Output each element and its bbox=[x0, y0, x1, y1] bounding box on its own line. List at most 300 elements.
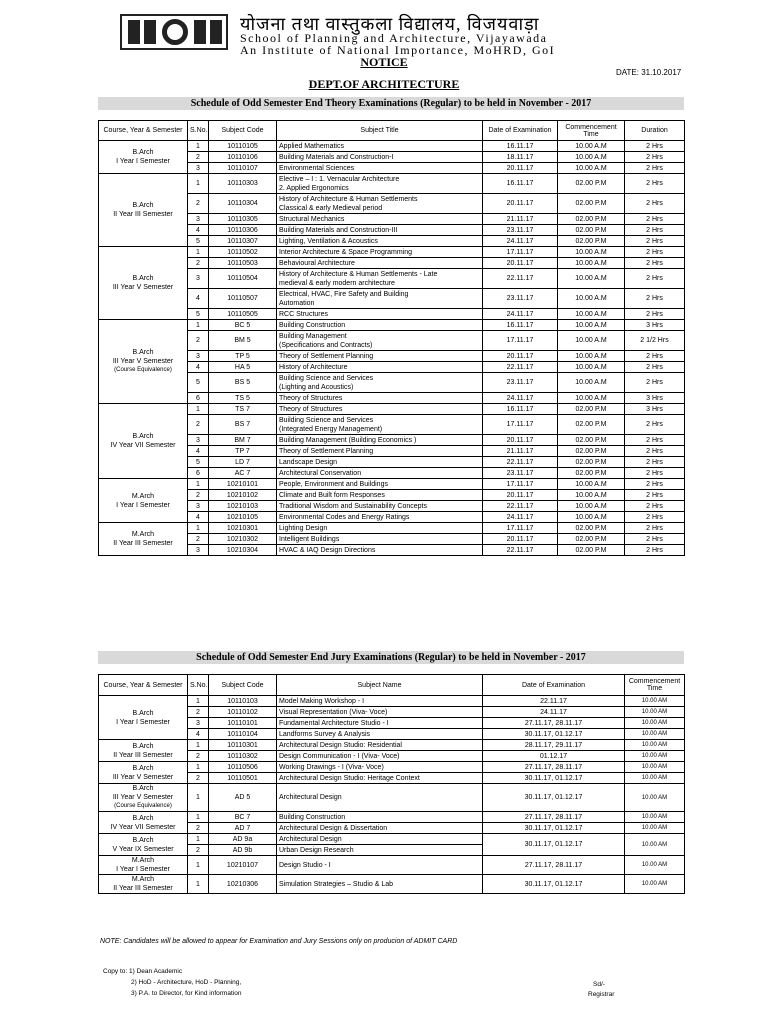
sno-cell: 5 bbox=[188, 457, 209, 468]
commencement-time-cell: 10.00 AM bbox=[625, 696, 685, 707]
exam-date-cell: 30.11.17, 01.12.17 bbox=[483, 729, 625, 740]
exam-date-cell: 22.11.17 bbox=[483, 545, 558, 556]
subject-title-cell: Elective – I : 1. Vernacular Architecture 2. Applied Ergonomics bbox=[277, 174, 483, 194]
subject-title-cell: Electrical, HVAC, Fire Safety and Building Automation bbox=[277, 289, 483, 309]
subject-title-cell: History of Architecture bbox=[277, 362, 483, 373]
institute-name-english: School of Planning and Architecture, Vijayawada bbox=[240, 31, 548, 45]
commencement-time-cell: 10.00 AM bbox=[625, 762, 685, 773]
course-label-line: M.Arch bbox=[131, 492, 155, 500]
exam-date-cell: 28.11.17, 29.11.17 bbox=[483, 740, 625, 751]
header-subject-code: Subject Code bbox=[209, 675, 277, 696]
subject-code-cell: 10110104 bbox=[209, 729, 277, 740]
table-row bbox=[99, 834, 685, 845]
course-label-line: I Year I Semester bbox=[116, 718, 170, 726]
header-time: Commencement Time bbox=[625, 675, 685, 696]
course-label-line: II Year III Semester bbox=[113, 211, 173, 218]
course-label-line: III Year V Semester bbox=[112, 773, 174, 781]
copy-to-line-1: Copy to: 1) Dean Academic bbox=[103, 968, 183, 975]
theory-header-row bbox=[99, 121, 685, 141]
subject-code-cell: TP 5 bbox=[209, 351, 277, 362]
sno-cell: 2 bbox=[188, 331, 209, 351]
header-date: Date of Examination bbox=[483, 121, 558, 141]
header-subject-title: Subject Title bbox=[277, 121, 483, 141]
course-label-line: I Year I Semester bbox=[116, 158, 170, 165]
commencement-time-cell: 02.00 P.M bbox=[558, 446, 625, 457]
subject-title-cell: Architectural Conservation bbox=[277, 468, 483, 479]
commencement-time-cell: 10.00 A.M bbox=[558, 490, 625, 501]
course-label-line: M.Arch bbox=[131, 876, 155, 883]
subject-code-cell: 10110304 bbox=[209, 194, 277, 214]
course-label-line: B.Arch bbox=[132, 785, 154, 792]
duration-cell: 2 Hrs bbox=[625, 490, 685, 501]
duration-cell: 2 Hrs bbox=[625, 269, 685, 289]
subject-code-cell: 10210107 bbox=[209, 856, 277, 875]
sno-cell: 5 bbox=[188, 373, 209, 393]
commencement-time-cell: 02.00 P.M bbox=[558, 236, 625, 247]
course-year-semester-cell bbox=[99, 523, 188, 556]
table-row bbox=[99, 247, 685, 258]
sno-cell: 2 bbox=[188, 845, 209, 856]
subject-name-cell: Fundamental Architecture Studio - I bbox=[277, 718, 483, 729]
subject-code-cell: BC 7 bbox=[209, 812, 277, 823]
course-label-line: III Year V Semester bbox=[112, 794, 174, 801]
exam-date-cell: 27.11.17, 28.11.17 bbox=[483, 812, 625, 823]
duration-cell: 2 Hrs bbox=[625, 468, 685, 479]
commencement-time-cell: 10.00 AM bbox=[625, 856, 685, 875]
course-year-semester-cell bbox=[99, 784, 188, 812]
institute-logo bbox=[120, 14, 228, 50]
exam-date-cell: 30.11.17, 01.12.17 bbox=[483, 875, 625, 894]
commencement-time-cell: 02.00 P.M bbox=[558, 404, 625, 415]
duration-cell: 2 Hrs bbox=[625, 141, 685, 152]
subject-code-cell: 10110506 bbox=[209, 762, 277, 773]
table-row bbox=[99, 174, 685, 194]
course-label-line: M.Arch bbox=[131, 857, 155, 864]
subject-code-cell: AD 5 bbox=[209, 784, 277, 812]
subject-code-cell: 10110103 bbox=[209, 696, 277, 707]
exam-date-cell: 20.11.17 bbox=[483, 351, 558, 362]
commencement-time-cell: 10.00 A.M bbox=[558, 309, 625, 320]
institute-tagline: An Institute of National Importance, MoHRD, GoI bbox=[240, 43, 556, 57]
exam-date-cell: 17.11.17 bbox=[483, 247, 558, 258]
subject-code-cell: 10110105 bbox=[209, 141, 277, 152]
course-label-line: II Year III Semester bbox=[113, 751, 173, 759]
subject-title-cell: Behavioural Architecture bbox=[277, 258, 483, 269]
course-label-line: V Year IX Semester bbox=[112, 845, 174, 853]
subject-code-cell: 10110507 bbox=[209, 289, 277, 309]
subject-code-cell: AC 7 bbox=[209, 468, 277, 479]
department-title: DEPT.OF ARCHITECTURE bbox=[308, 77, 460, 91]
commencement-time-cell: 02.00 P.M bbox=[558, 225, 625, 236]
exam-date-cell: 17.11.17 bbox=[483, 479, 558, 490]
sno-cell: 2 bbox=[188, 707, 209, 718]
subject-code-cell: AD 9a bbox=[209, 834, 277, 845]
subject-code-cell: 10110102 bbox=[209, 707, 277, 718]
commencement-time-cell: 10.00 AM bbox=[625, 707, 685, 718]
course-label-line: B.Arch bbox=[132, 814, 154, 822]
commencement-time-cell: 10.00 A.M bbox=[558, 373, 625, 393]
sno-cell: 1 bbox=[188, 784, 209, 812]
subject-code-cell: HA 5 bbox=[209, 362, 277, 373]
exam-date-cell: 24.11.17 bbox=[483, 393, 558, 404]
subject-name-cell: Model Making Workshop - I bbox=[277, 696, 483, 707]
exam-date-cell: 20.11.17 bbox=[483, 163, 558, 174]
subject-title-cell: RCC Structures bbox=[277, 309, 483, 320]
course-label-line: III Year V Semester bbox=[112, 358, 174, 365]
exam-date-cell: 20.11.17 bbox=[483, 194, 558, 214]
subject-title-cell: Building Science and Services (Integrated Energy Management) bbox=[277, 415, 483, 435]
sno-cell: 4 bbox=[188, 362, 209, 373]
subject-name-cell: Architectural Design Studio: Heritage Context bbox=[277, 773, 483, 784]
subject-code-cell: 10210306 bbox=[209, 875, 277, 894]
sno-cell: 2 bbox=[188, 534, 209, 545]
commencement-time-cell: 10.00 AM bbox=[625, 875, 685, 894]
exam-date-cell: 21.11.17 bbox=[483, 446, 558, 457]
exam-date-cell: 23.11.17 bbox=[483, 289, 558, 309]
sno-cell: 4 bbox=[188, 512, 209, 523]
sno-cell: 3 bbox=[188, 163, 209, 174]
commencement-time-cell: 10.00 AM bbox=[625, 812, 685, 823]
header-time: Commencement Time bbox=[558, 121, 625, 141]
course-year-semester-cell bbox=[99, 247, 188, 320]
table-row bbox=[99, 812, 685, 823]
duration-cell: 2 Hrs bbox=[625, 236, 685, 247]
sno-cell: 1 bbox=[188, 141, 209, 152]
commencement-time-cell: 10.00 A.M bbox=[558, 269, 625, 289]
sno-cell: 4 bbox=[188, 225, 209, 236]
notice-title: NOTICE bbox=[360, 55, 408, 69]
subject-code-cell: TP 7 bbox=[209, 446, 277, 457]
subject-title-cell: Structural Mechanics bbox=[277, 214, 483, 225]
commencement-time-cell: 10.00 AM bbox=[625, 718, 685, 729]
header-sno: S.No. bbox=[188, 121, 209, 141]
duration-cell: 2 Hrs bbox=[625, 174, 685, 194]
sno-cell: 1 bbox=[188, 523, 209, 534]
duration-cell: 2 Hrs bbox=[625, 501, 685, 512]
commencement-time-cell: 10.00 A.M bbox=[558, 258, 625, 269]
course-year-semester-cell bbox=[99, 762, 188, 784]
duration-cell: 2 Hrs bbox=[625, 415, 685, 435]
header-course: Course, Year & Semester bbox=[99, 675, 188, 696]
subject-title-cell: Theory of Structures bbox=[277, 393, 483, 404]
duration-cell: 2 Hrs bbox=[625, 194, 685, 214]
subject-title-cell: Traditional Wisdom and Sustainability Concepts bbox=[277, 501, 483, 512]
course-label-line: (Course Equivalence) bbox=[114, 367, 172, 373]
copy-to-line-3: 3) P.A. to Director, for Kind information bbox=[131, 990, 242, 997]
subject-title-cell: Lighting, Ventilation & Acoustics bbox=[277, 236, 483, 247]
logo-bar-right-inner bbox=[194, 20, 206, 44]
subject-code-cell: 10210304 bbox=[209, 545, 277, 556]
sno-cell: 4 bbox=[188, 729, 209, 740]
commencement-time-cell: 02.00 P.M bbox=[558, 174, 625, 194]
course-label-line: II Year III Semester bbox=[113, 540, 173, 547]
subject-title-cell: People, Environment and Buildings bbox=[277, 479, 483, 490]
sno-cell: 2 bbox=[188, 490, 209, 501]
subject-title-cell: Theory of Settlement Planning bbox=[277, 351, 483, 362]
sno-cell: 3 bbox=[188, 269, 209, 289]
commencement-time-cell: 10.00 A.M bbox=[558, 501, 625, 512]
subject-title-cell: Environmental Codes and Energy Ratings bbox=[277, 512, 483, 523]
subject-code-cell: 10210102 bbox=[209, 490, 277, 501]
sno-cell: 1 bbox=[188, 174, 209, 194]
exam-date-cell: 01.12.17 bbox=[483, 751, 625, 762]
subject-code-cell: 10110502 bbox=[209, 247, 277, 258]
sno-cell: 1 bbox=[188, 762, 209, 773]
exam-date-cell: 20.11.17 bbox=[483, 490, 558, 501]
subject-name-cell: Working Drawings - I (Viva- Voce) bbox=[277, 762, 483, 773]
subject-title-cell: Building Management (Building Economics ) bbox=[277, 435, 483, 446]
subject-title-cell: History of Architecture & Human Settlements Classical & early Medieval period bbox=[277, 194, 483, 214]
duration-cell: 2 1/2 Hrs bbox=[625, 331, 685, 351]
commencement-time-cell: 10.00 A.M bbox=[558, 141, 625, 152]
subject-code-cell: BS 7 bbox=[209, 415, 277, 435]
header-course: Course, Year & Semester bbox=[99, 121, 188, 141]
course-year-semester-cell bbox=[99, 141, 188, 174]
subject-code-cell: AD 9b bbox=[209, 845, 277, 856]
table-row bbox=[99, 320, 685, 331]
duration-cell: 2 Hrs bbox=[625, 289, 685, 309]
duration-cell: 2 Hrs bbox=[625, 247, 685, 258]
exam-date-cell: 22.11.17 bbox=[483, 362, 558, 373]
duration-cell: 2 Hrs bbox=[625, 309, 685, 320]
subject-code-cell: 10210101 bbox=[209, 479, 277, 490]
exam-date-cell: 21.11.17 bbox=[483, 214, 558, 225]
sno-cell: 4 bbox=[188, 289, 209, 309]
duration-cell: 2 Hrs bbox=[625, 225, 685, 236]
exam-date-cell: 23.11.17 bbox=[483, 468, 558, 479]
subject-code-cell: LD 7 bbox=[209, 457, 277, 468]
subject-code-cell: 10110503 bbox=[209, 258, 277, 269]
subject-title-cell: Applied Mathematics bbox=[277, 141, 483, 152]
sno-cell: 1 bbox=[188, 812, 209, 823]
table-row bbox=[99, 762, 685, 773]
course-year-semester-cell bbox=[99, 479, 188, 523]
commencement-time-cell: 10.00 A.M bbox=[558, 512, 625, 523]
header-date: Date of Examination bbox=[483, 675, 625, 696]
subject-code-cell: BC 5 bbox=[209, 320, 277, 331]
table-row bbox=[99, 479, 685, 490]
subject-title-cell: Building Construction bbox=[277, 320, 483, 331]
commencement-time-cell: 02.00 P.M bbox=[558, 523, 625, 534]
signature-registrar: Registrar bbox=[588, 991, 615, 998]
subject-title-cell: Climate and Built form Responses bbox=[277, 490, 483, 501]
sno-cell: 4 bbox=[188, 446, 209, 457]
table-row bbox=[99, 740, 685, 751]
course-label-line: I Year I Semester bbox=[116, 501, 170, 509]
sno-cell: 1 bbox=[188, 479, 209, 490]
commencement-time-cell: 10.00 AM bbox=[625, 773, 685, 784]
sno-cell: 2 bbox=[188, 258, 209, 269]
sno-cell: 3 bbox=[188, 435, 209, 446]
subject-code-cell: TS 5 bbox=[209, 393, 277, 404]
subject-name-cell: Urban Design Research bbox=[277, 845, 483, 856]
institute-name-hindi: योजना तथा वास्तुकला विद्यालय, विजयवाड़ा bbox=[240, 14, 540, 34]
commencement-time-cell: 10.00 AM bbox=[625, 729, 685, 740]
subject-title-cell: History of Architecture & Human Settlements - Late medieval & early modern architecture bbox=[277, 269, 483, 289]
exam-date-cell: 16.11.17 bbox=[483, 141, 558, 152]
sno-cell: 1 bbox=[188, 740, 209, 751]
subject-code-cell: 10110303 bbox=[209, 174, 277, 194]
subject-title-cell: Building Science and Services (Lighting and Acoustics) bbox=[277, 373, 483, 393]
course-label-line: B.Arch bbox=[132, 275, 154, 282]
table-row bbox=[99, 875, 685, 894]
copy-to-line-2: 2) HoD - Architecture, HoD - Planning, bbox=[131, 979, 242, 986]
exam-date-cell: 23.11.17 bbox=[483, 225, 558, 236]
exam-date-cell: 24.11.17 bbox=[483, 512, 558, 523]
exam-date-cell: 22.11.17 bbox=[483, 696, 625, 707]
commencement-time-cell: 10.00 AM bbox=[625, 751, 685, 762]
admit-card-note: NOTE: Candidates will be allowed to appear for Examination and Jury Sessions only on producion of ADMIT CARD bbox=[100, 938, 458, 945]
commencement-time-cell: 10.00 A.M bbox=[558, 479, 625, 490]
course-label-line: B.Arch bbox=[132, 836, 154, 844]
course-label-line: B.Arch bbox=[132, 764, 154, 772]
subject-code-cell: 10110307 bbox=[209, 236, 277, 247]
duration-cell: 2 Hrs bbox=[625, 362, 685, 373]
commencement-time-cell: 10.00 AM bbox=[625, 834, 685, 856]
exam-date-cell: 20.11.17 bbox=[483, 534, 558, 545]
exam-date-cell: 16.11.17 bbox=[483, 320, 558, 331]
subject-code-cell: BM 7 bbox=[209, 435, 277, 446]
subject-code-cell: 10210103 bbox=[209, 501, 277, 512]
subject-code-cell: BS 5 bbox=[209, 373, 277, 393]
exam-date-cell: 17.11.17 bbox=[483, 415, 558, 435]
theory-exam-table bbox=[98, 120, 685, 556]
exam-date-cell: 24.11.17 bbox=[483, 707, 625, 718]
subject-title-cell: Theory of Settlement Planning bbox=[277, 446, 483, 457]
course-label-line: B.Arch bbox=[132, 202, 154, 209]
duration-cell: 3 Hrs bbox=[625, 320, 685, 331]
course-label-line: IV Year VII Semester bbox=[110, 823, 176, 831]
sno-cell: 3 bbox=[188, 718, 209, 729]
commencement-time-cell: 02.00 P.M bbox=[558, 415, 625, 435]
course-year-semester-cell bbox=[99, 696, 188, 740]
sno-cell: 2 bbox=[188, 415, 209, 435]
course-year-semester-cell bbox=[99, 320, 188, 404]
course-year-semester-cell bbox=[99, 856, 188, 875]
duration-cell: 2 Hrs bbox=[625, 512, 685, 523]
commencement-time-cell: 10.00 A.M bbox=[558, 351, 625, 362]
sno-cell: 1 bbox=[188, 834, 209, 845]
exam-date-cell: 27.11.17, 28.11.17 bbox=[483, 718, 625, 729]
logo-bar-left bbox=[128, 20, 140, 44]
table-row bbox=[99, 141, 685, 152]
logo-circle bbox=[162, 19, 188, 45]
course-label-line: B.Arch bbox=[132, 433, 154, 440]
duration-cell: 3 Hrs bbox=[625, 393, 685, 404]
exam-date-cell: 17.11.17 bbox=[483, 523, 558, 534]
duration-cell: 2 Hrs bbox=[625, 446, 685, 457]
subject-title-cell: Building Management (Specifications and Contracts) bbox=[277, 331, 483, 351]
commencement-time-cell: 10.00 A.M bbox=[558, 362, 625, 373]
subject-code-cell: 10210105 bbox=[209, 512, 277, 523]
sno-cell: 3 bbox=[188, 351, 209, 362]
course-label-line: B.Arch bbox=[132, 149, 154, 156]
exam-date-cell: 17.11.17 bbox=[483, 331, 558, 351]
jury-header-row bbox=[99, 675, 685, 696]
course-year-semester-cell bbox=[99, 404, 188, 479]
commencement-time-cell: 02.00 P.M bbox=[558, 534, 625, 545]
subject-name-cell: Architectural Design Studio: Residential bbox=[277, 740, 483, 751]
exam-date-cell: 30.11.17, 01.12.17 bbox=[483, 823, 625, 834]
commencement-time-cell: 10.00 AM bbox=[625, 823, 685, 834]
sno-cell: 1 bbox=[188, 875, 209, 894]
duration-cell: 2 Hrs bbox=[625, 373, 685, 393]
jury-schedule-banner: Schedule of Odd Semester End Jury Examinations (Regular) to be held in November - 2017 bbox=[98, 651, 684, 664]
course-label-line: I Year I Semester bbox=[116, 866, 170, 873]
sno-cell: 2 bbox=[188, 152, 209, 163]
commencement-time-cell: 10.00 A.M bbox=[558, 163, 625, 174]
course-label-line: III Year V Semester bbox=[112, 284, 174, 291]
course-label-line: (Course Equivalence) bbox=[114, 803, 172, 809]
sno-cell: 1 bbox=[188, 696, 209, 707]
sno-cell: 1 bbox=[188, 320, 209, 331]
exam-date-cell: 27.11.17, 28.11.17 bbox=[483, 762, 625, 773]
table-row bbox=[99, 856, 685, 875]
exam-date-cell: 30.11.17, 01.12.17 bbox=[483, 784, 625, 812]
jury-exam-table bbox=[98, 674, 685, 894]
commencement-time-cell: 10.00 A.M bbox=[558, 289, 625, 309]
course-year-semester-cell bbox=[99, 812, 188, 834]
commencement-time-cell: 10.00 A.M bbox=[558, 320, 625, 331]
subject-code-cell: 10210302 bbox=[209, 534, 277, 545]
subject-code-cell: 10110101 bbox=[209, 718, 277, 729]
commencement-time-cell: 02.00 P.M bbox=[558, 457, 625, 468]
exam-date-cell: 24.11.17 bbox=[483, 236, 558, 247]
subject-name-cell: Simulation Strategies – Studio & Lab bbox=[277, 875, 483, 894]
commencement-time-cell: 10.00 AM bbox=[625, 740, 685, 751]
subject-title-cell: Theory of Structures bbox=[277, 404, 483, 415]
exam-date-cell: 22.11.17 bbox=[483, 269, 558, 289]
subject-code-cell: AD 7 bbox=[209, 823, 277, 834]
course-label-line: B.Arch bbox=[132, 742, 154, 750]
commencement-time-cell: 02.00 P.M bbox=[558, 214, 625, 225]
exam-date-cell: 20.11.17 bbox=[483, 435, 558, 446]
subject-code-cell: 10110302 bbox=[209, 751, 277, 762]
sno-cell: 1 bbox=[188, 856, 209, 875]
subject-name-cell: Building Construction bbox=[277, 812, 483, 823]
duration-cell: 2 Hrs bbox=[625, 534, 685, 545]
exam-date-cell: 23.11.17 bbox=[483, 373, 558, 393]
exam-date-cell: 24.11.17 bbox=[483, 309, 558, 320]
commencement-time-cell: 10.00 A.M bbox=[558, 393, 625, 404]
subject-code-cell: 10210301 bbox=[209, 523, 277, 534]
subject-title-cell: Interior Architecture & Space Programming bbox=[277, 247, 483, 258]
commencement-time-cell: 10.00 A.M bbox=[558, 247, 625, 258]
sno-cell: 3 bbox=[188, 545, 209, 556]
sno-cell: 6 bbox=[188, 468, 209, 479]
exam-date-cell: 30.11.17, 01.12.17 bbox=[483, 834, 625, 856]
theory-schedule-banner: Schedule of Odd Semester End Theory Examinations (Regular) to be held in November - 2017 bbox=[98, 97, 684, 110]
sno-cell: 2 bbox=[188, 194, 209, 214]
commencement-time-cell: 10.00 A.M bbox=[558, 152, 625, 163]
duration-cell: 2 Hrs bbox=[625, 457, 685, 468]
course-year-semester-cell bbox=[99, 834, 188, 856]
table-row bbox=[99, 784, 685, 812]
course-label-line: M.Arch bbox=[131, 531, 155, 538]
commencement-time-cell: 10.00 A.M bbox=[558, 331, 625, 351]
table-row bbox=[99, 696, 685, 707]
subject-code-cell: 10110305 bbox=[209, 214, 277, 225]
duration-cell: 2 Hrs bbox=[625, 351, 685, 362]
sno-cell: 5 bbox=[188, 236, 209, 247]
subject-code-cell: 10110106 bbox=[209, 152, 277, 163]
subject-name-cell: Architectural Design & Dissertation bbox=[277, 823, 483, 834]
course-label-line: II Year III Semester bbox=[113, 885, 173, 892]
subject-code-cell: 10110501 bbox=[209, 773, 277, 784]
table-row bbox=[99, 523, 685, 534]
commencement-time-cell: 02.00 P.M bbox=[558, 468, 625, 479]
sno-cell: 2 bbox=[188, 773, 209, 784]
